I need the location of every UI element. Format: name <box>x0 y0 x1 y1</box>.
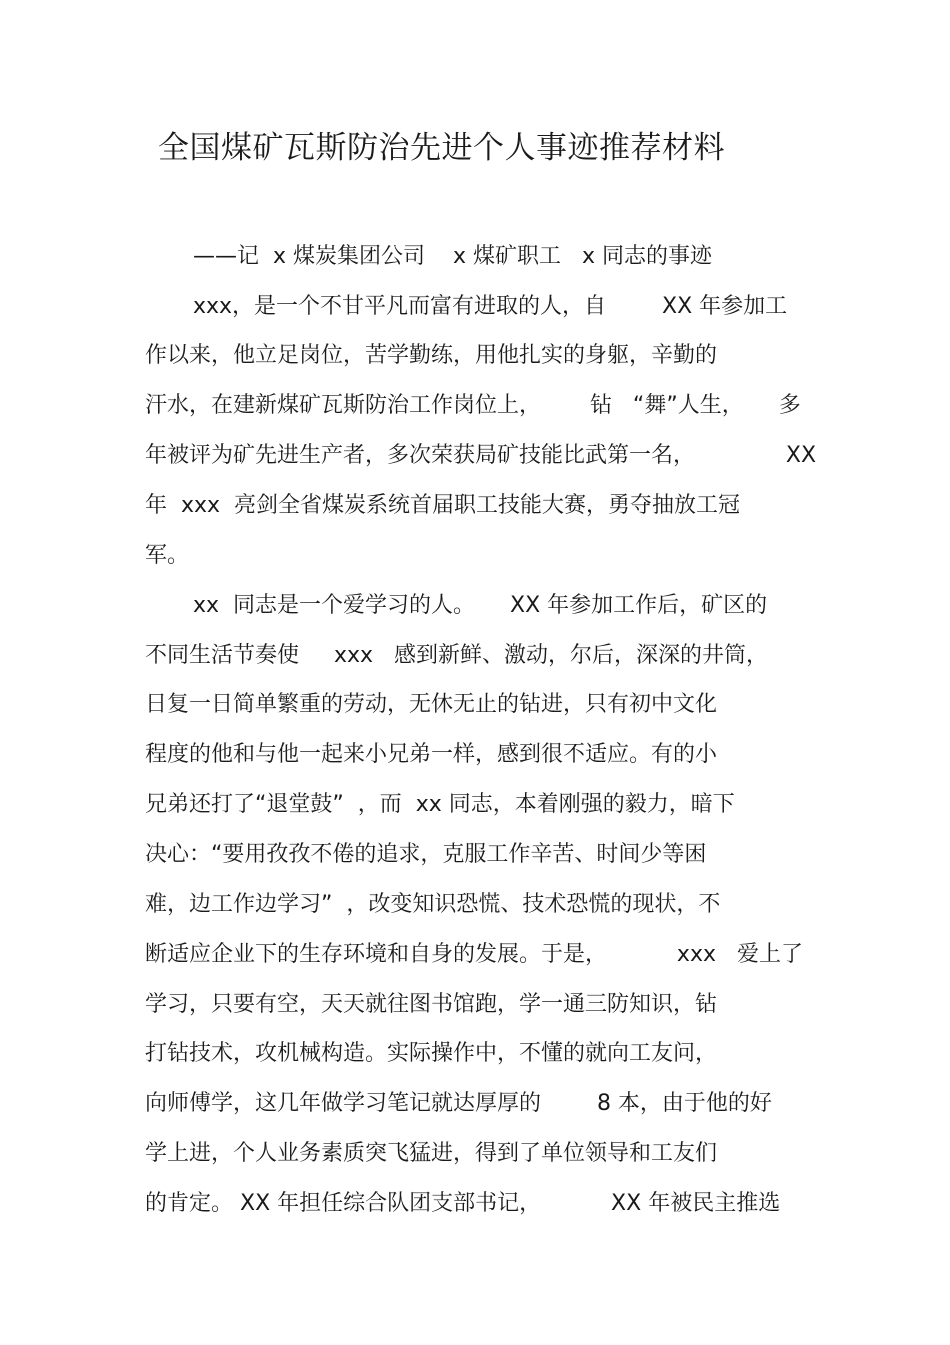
document-subtitle: ——记 x 煤炭集团公司 x 煤矿职工 x 同志的事迹 <box>193 244 712 269</box>
paragraph-2-line-6: 决心：“要用孜孜不倦的追求，克服工作辛苦、时间少等困 <box>145 842 707 867</box>
paragraph-2-line-10: 打钻技术，攻机械构造。实际操作中，不懂的就向工友问， <box>145 1041 718 1066</box>
paragraph-1-line-6: 军。 <box>145 543 190 568</box>
paragraph-2-line-9: 学习，只要有空，天天就往图书馆跑，学一通三防知识，钻 <box>145 992 718 1017</box>
paragraph-2-line-5: 兄弟还打了“退堂鼓” ，而 xx 同志，本着刚强的毅力，暗下 <box>145 792 735 817</box>
paragraph-2-line-8: 断适应企业下的生存环境和自身的发展。于是， xxx 爱上了 <box>145 942 803 967</box>
paragraph-2-line-4: 程度的他和与他一起来小兄弟一样，感到很不适应。有的小 <box>145 742 718 767</box>
paragraph-2-line-7: 难，边工作边学习” ，改变知识恐慌、技术恐慌的现状，不 <box>145 892 721 917</box>
paragraph-1-line-3: 汗水，在建新煤矿瓦斯防治工作岗位上， 钻 “舞”人生， 多 <box>145 393 801 418</box>
paragraph-1-line-4: 年被评为矿先进生产者，多次荣获局矿技能比武第一名， XX <box>145 443 817 468</box>
paragraph-2-line-2: 不同生活节奏使 xxx 感到新鲜、激动，尔后，深深的井筒， <box>145 643 769 668</box>
paragraph-1-line-5: 年 xxx 亮剑全省煤炭系统首届职工技能大赛，勇夺抽放工冠 <box>145 493 741 518</box>
paragraph-1-line-1: xxx，是一个不甘平凡而富有进取的人，自 XX 年参加工 <box>193 294 788 319</box>
paragraph-2-line-13: 的肯定。 XX 年担任综合队团支部书记， XX 年被民主推选 <box>145 1191 781 1216</box>
paragraph-2-line-3: 日复一日简单繁重的劳动，无休无止的钻进，只有初中文化 <box>145 692 718 717</box>
paragraph-2-line-12: 学上进，个人业务素质突飞猛进，得到了单位领导和工友们 <box>145 1141 718 1166</box>
paragraph-1-line-2: 作以来，他立足岗位，苦学勤练，用他扎实的身躯，辛勤的 <box>145 343 718 368</box>
paragraph-2-line-1: xx 同志是一个爱学习的人。 XX 年参加工作后，矿区的 <box>193 593 768 618</box>
paragraph-2-line-11: 向师傅学，这几年做学习笔记就达厚厚的 8 本，由于他的好 <box>145 1091 772 1116</box>
document-title: 全国煤矿瓦斯防治先进个人事迹推荐材料 <box>158 130 725 166</box>
